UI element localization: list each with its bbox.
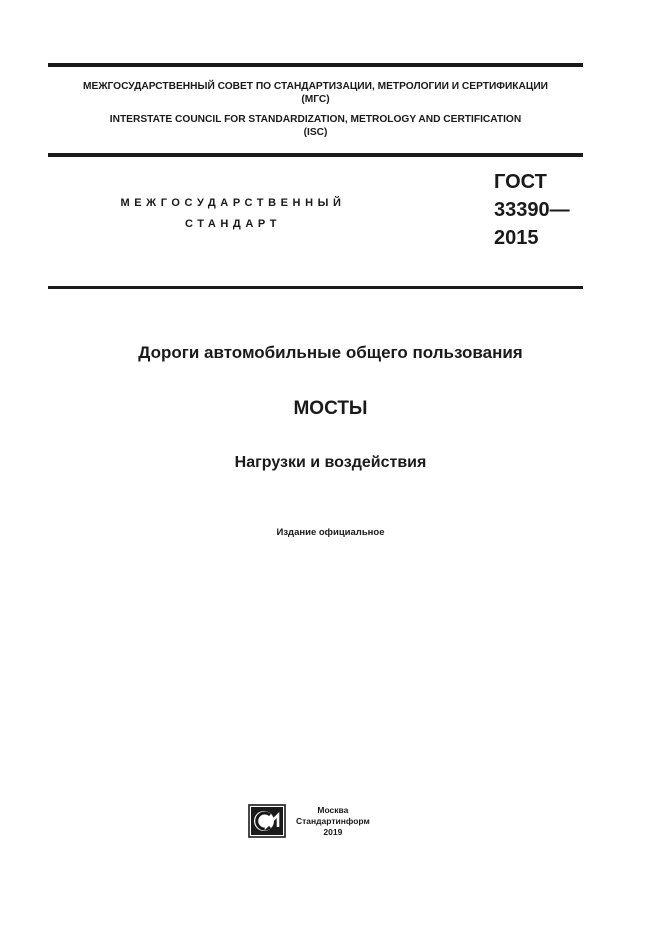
publisher-name: Стандартинформ xyxy=(296,815,370,826)
publisher-block xyxy=(248,804,370,838)
standard-type xyxy=(48,193,418,235)
document-subtitle: Нагрузки и воздействия xyxy=(234,454,427,471)
council-ru-abbr: (МГС) xyxy=(301,94,330,105)
publisher-city: Москва xyxy=(317,804,349,815)
edition-note: Издание официальное xyxy=(276,527,385,538)
gost-label: ГОСТ xyxy=(494,171,547,193)
standard-type-line1: МЕЖГОСУДАРСТВЕННЫЙ xyxy=(120,197,346,209)
top-rule xyxy=(48,63,583,67)
council-ru xyxy=(48,80,583,106)
middle-rule xyxy=(48,153,583,157)
standard-type-line2: СТАНДАРТ xyxy=(184,218,282,230)
document-title: Дороги автомобильные общего пользования xyxy=(138,343,523,362)
bottom-rule xyxy=(48,286,583,289)
standartinform-logo-icon xyxy=(248,804,286,838)
gost-designation xyxy=(494,168,570,252)
council-en-abbr: (ISC) xyxy=(303,127,328,138)
council-en-name: INTERSTATE COUNCIL FOR STANDARDIZATION, METROLOGY AND CERTIFICATION xyxy=(109,114,522,125)
council-en xyxy=(48,113,583,139)
gost-year: 2015 xyxy=(494,227,539,249)
publisher-year: 2019 xyxy=(323,826,343,837)
document-subject: МОСТЫ xyxy=(293,398,368,419)
gost-number: 33390— xyxy=(494,199,570,221)
council-ru-name: МЕЖГОСУДАРСТВЕННЫЙ СОВЕТ ПО СТАНДАРТИЗАЦИИ, МЕТРОЛОГИИ И СЕРТИФИКАЦИИ xyxy=(83,81,548,92)
publisher-text xyxy=(296,805,370,838)
